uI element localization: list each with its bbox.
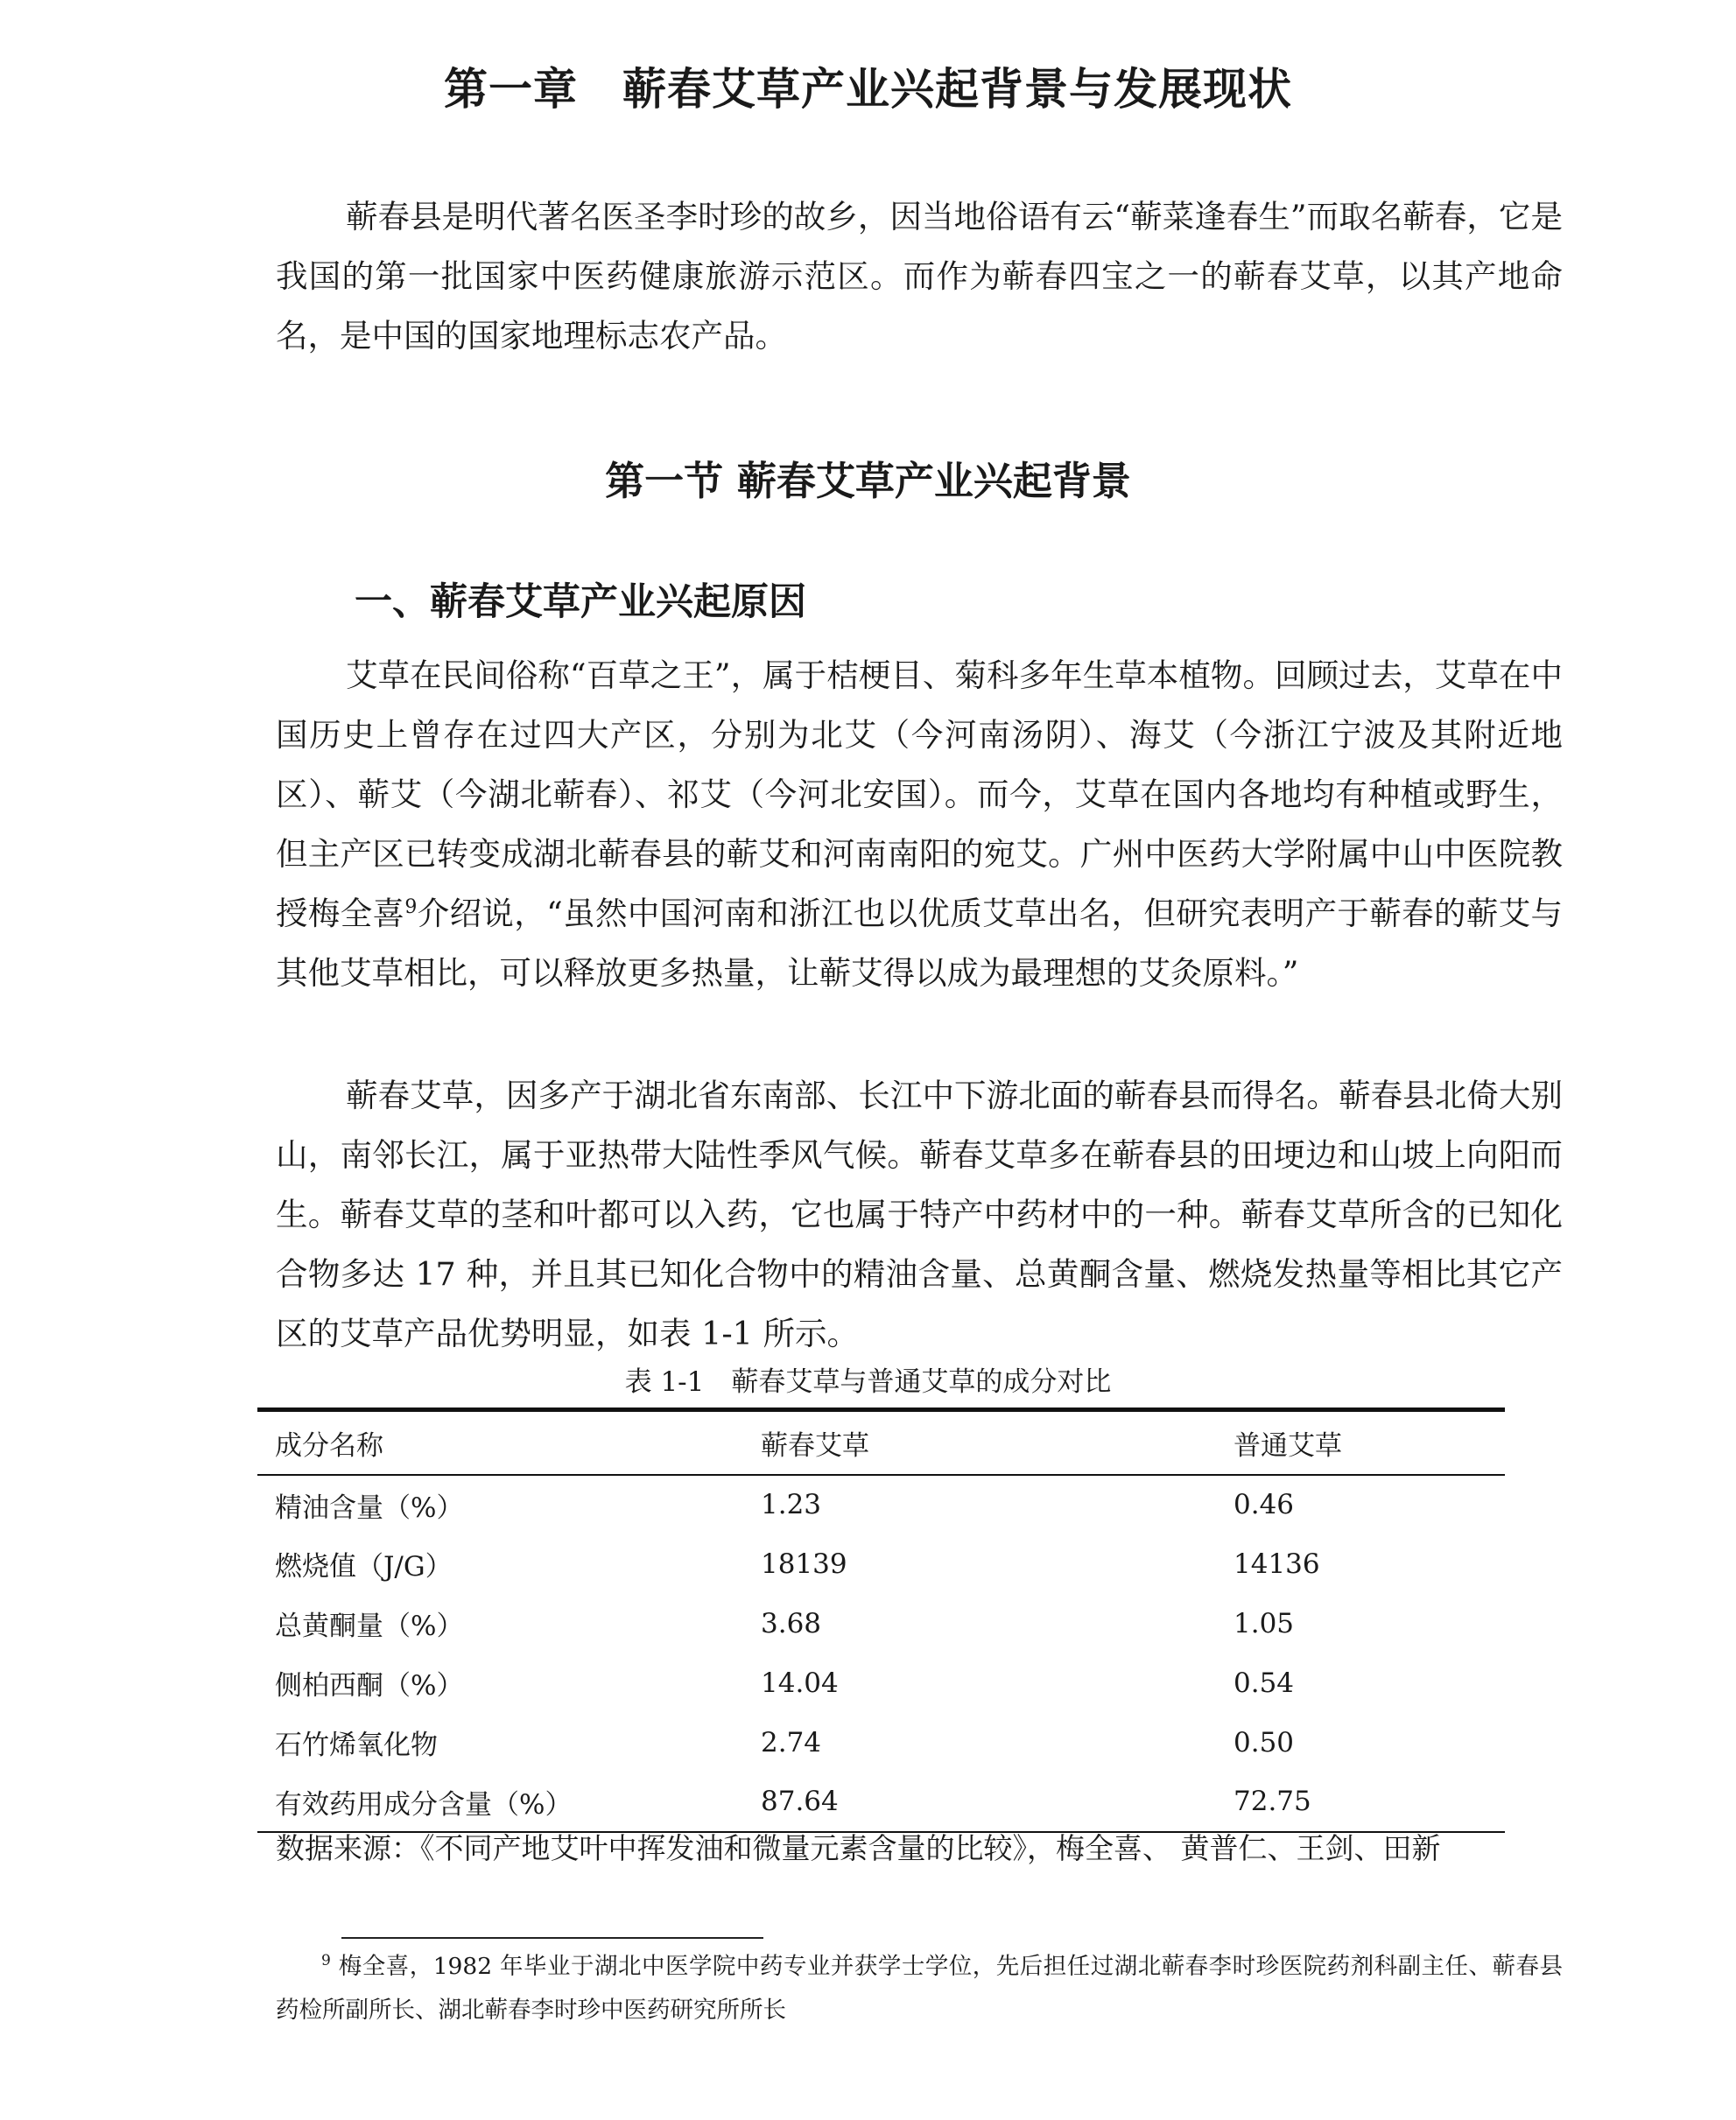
paragraph-text: 介绍说，“虽然中国河南和浙江也以优质艾草出名，但研究表明产于蕲春的蕲艾与其他艾草相比，可以释放更多热量，让蕲艾得以成为最理想的艾灸原料。”: [276, 895, 1563, 992]
table-source-note: 数据来源：《不同产地艾叶中挥发油和微量元素含量的比较》，梅全喜、 黄普仁、王剑、田新: [276, 1831, 1441, 1865]
cell-qichun-value: 2.74: [761, 1726, 822, 1758]
footnote-divider: [341, 1937, 763, 1939]
cell-qichun-value: 18139: [761, 1548, 847, 1580]
intro-paragraph: 蕲春县是明代著名医圣李时珍的故乡，因当地俗语有云“蕲菜逢春生”而取名蕲春，它是我国的第一批国家中医药健康旅游示范区。而作为蕲春四宝之一的蕲春艾草，以其产地命名，是中国的国家地理标志农产品。: [276, 198, 1563, 355]
footnote-reference[interactable]: 9: [404, 895, 418, 918]
table-row: [257, 1713, 1505, 1773]
table-header-row: [257, 1410, 1505, 1475]
cell-common-value: 0.50: [1233, 1726, 1295, 1758]
cell-component: 侧柏西酮（%）: [275, 1670, 464, 1702]
footnote: [276, 1945, 1563, 2032]
subsection-title: 一、蕲春艾草产业兴起原因: [355, 580, 806, 624]
footnote-text: 梅全喜，1982 年毕业于湖北中医学院中药专业并获学士学位，先后担任过湖北蕲春李时珍医院药剂科副主任、蕲春县药检所副所长、湖北蕲春李时珍中医药研究所所长: [276, 1953, 1563, 2024]
table-row: [257, 1653, 1505, 1713]
footnote-mark: 9: [321, 1952, 331, 1970]
cell-common-value: 14136: [1233, 1548, 1320, 1580]
cell-component: 石竹烯氧化物: [275, 1730, 438, 1761]
cell-qichun-value: 3.68: [761, 1607, 822, 1639]
table-row: [257, 1475, 1505, 1534]
paragraph-text: 艾草在民间俗称“百草之王”，属于桔梗目、菊科多年生草本植物。回顾过去，艾草在中国历史上曾存在过四大产区，分别为北艾（今河南汤阴）、海艾（今浙江宁波及其附近地区）、蕲艾（今湖北蕲春）、祁艾（今河北安国）。而今，艾草在国内各地均有种植或野生，但主产区已转变成湖北蕲春县的蕲艾和河南南阳的宛艾。广州中医药大学附属中山中医院教授梅全喜: [276, 656, 1563, 932]
table-row: [257, 1773, 1505, 1832]
section-title: 第一节 蕲春艾草产业兴起背景: [605, 458, 1131, 504]
cell-qichun-value: 14.04: [761, 1667, 839, 1699]
column-header-common-aicao: 普通艾草: [1216, 1410, 1505, 1475]
cell-qichun-value: 87.64: [743, 1773, 1216, 1832]
cell-common-value: 72.75: [1216, 1773, 1505, 1832]
composition-table: [257, 1407, 1505, 1833]
cell-common-value: 0.54: [1233, 1667, 1295, 1699]
body-paragraph-2: 蕲春艾草，因多产于湖北省东南部、长江中下游北面的蕲春县而得名。蕲春县北倚大别山，南邻长江，属于亚热带大陆性季风气候。蕲春艾草多在蕲春县的田埂边和山坡上向阳而生。蕲春艾草的茎和叶都可以入药，它也属于特产中药材中的一种。蕲春艾草所含的已知化合物多达 17 种，并且其已知化合物中的精油含量、总黄酮含量、燃烧发热量等相比其它产区的艾草产品优势明显，如表 1-1 所示。: [276, 1077, 1563, 1352]
cell-component: 总黄酮量（%）: [275, 1611, 464, 1642]
column-header-qichun-aicao: 蕲春艾草: [743, 1410, 1216, 1475]
cell-component: 精油含量（%）: [275, 1492, 464, 1524]
table-caption: 表 1-1 蕲春艾草与普通艾草的成分对比: [624, 1366, 1112, 1398]
table-row: [257, 1594, 1505, 1653]
cell-common-value: 1.05: [1233, 1607, 1295, 1639]
column-header-component: 成分名称: [257, 1410, 743, 1475]
cell-component: 有效药用成分含量（%）: [257, 1773, 743, 1832]
cell-component: 燃烧值（J/G）: [275, 1551, 453, 1583]
cell-common-value: 0.46: [1233, 1489, 1295, 1520]
chapter-title: 第一章 蕲春艾草产业兴起背景与发展现状: [444, 64, 1292, 115]
table-row: [257, 1534, 1505, 1594]
body-paragraph-1: [276, 646, 1563, 1003]
cell-qichun-value: 1.23: [761, 1489, 822, 1520]
